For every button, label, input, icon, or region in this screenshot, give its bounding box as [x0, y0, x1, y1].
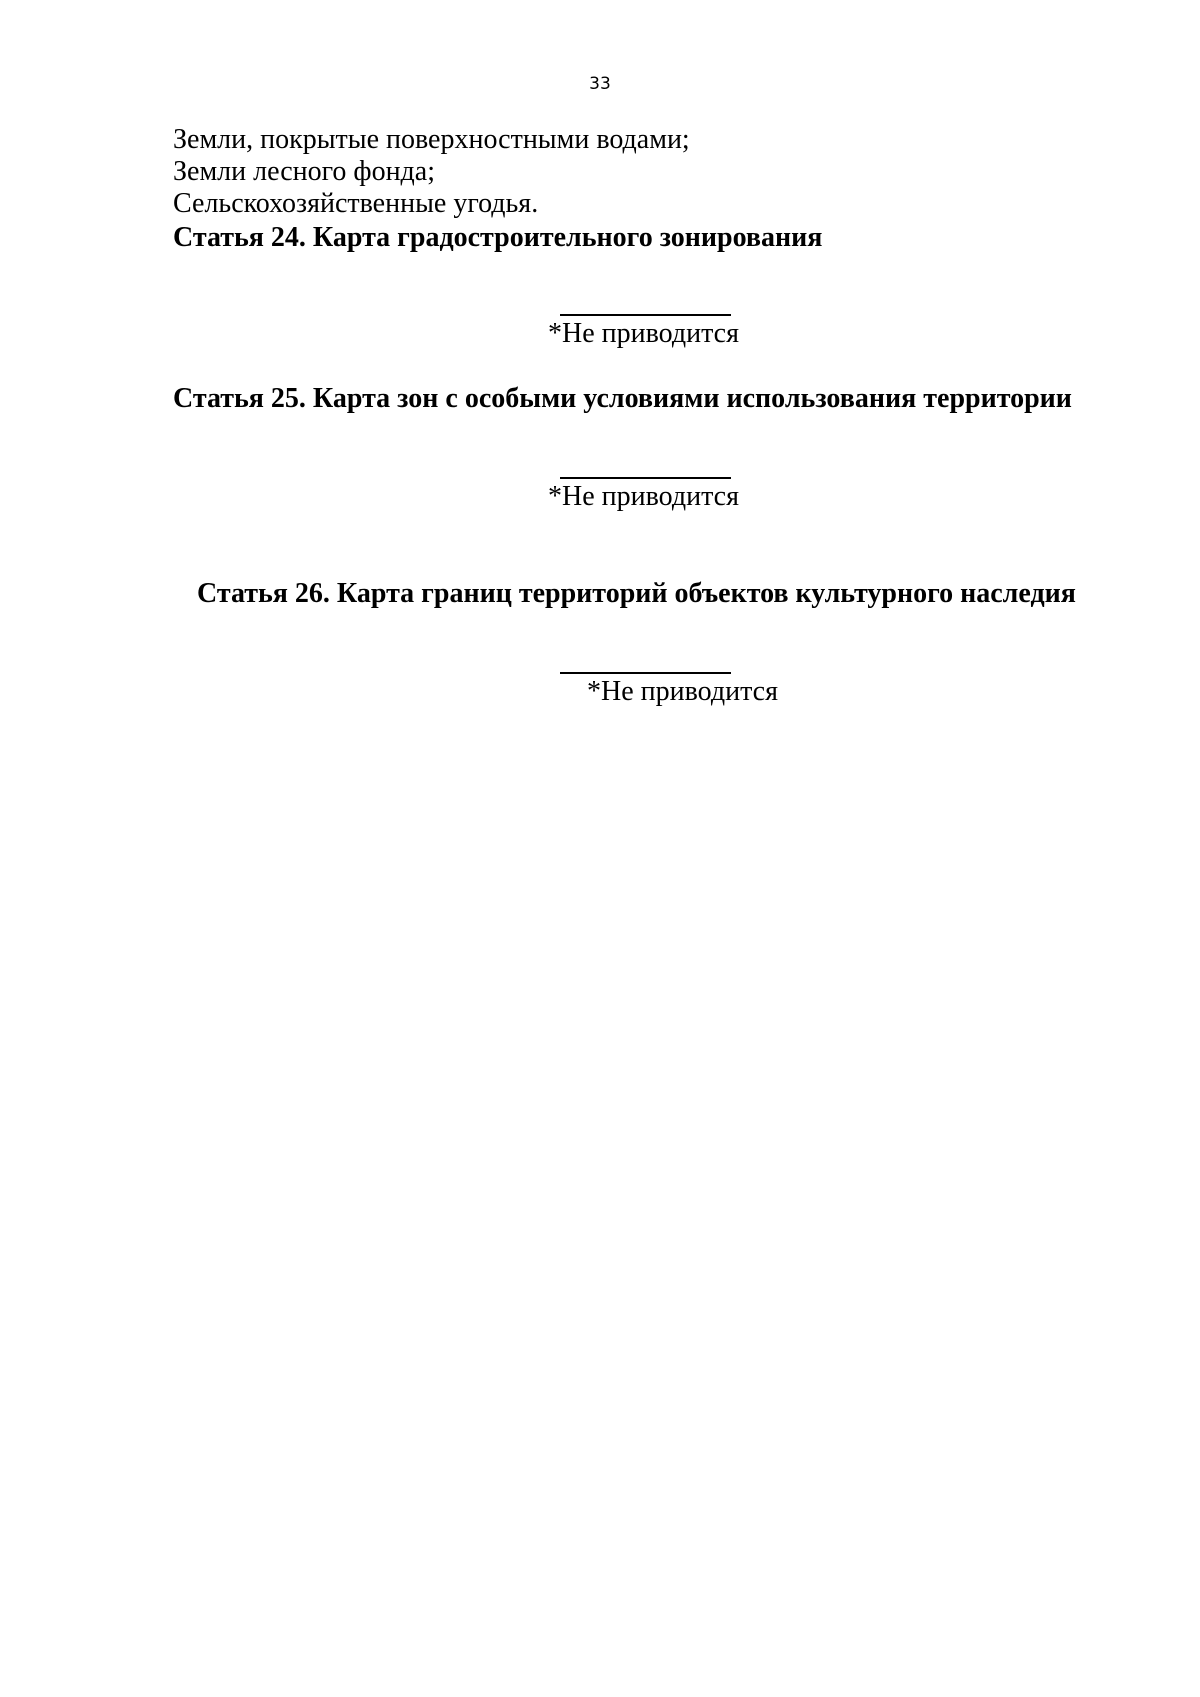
page-number: 33: [589, 74, 611, 94]
land-category-list: [173, 124, 690, 220]
article-26-note: *Не приводится: [587, 676, 778, 707]
article-24-note: *Не приводится: [548, 318, 739, 349]
article-26-heading: Статья 26. Карта границ территорий объектов культурного наследия: [197, 578, 1076, 609]
list-item: Земли лесного фонда;: [173, 156, 436, 187]
article-25-heading: Статья 25. Карта зон с особыми условиями использования территории: [173, 383, 1072, 414]
list-item: Сельскохозяйственные угодья.: [173, 188, 539, 219]
article-25-note: *Не приводится: [548, 481, 739, 512]
list-item: Земли, покрытые поверхностными водами;: [173, 124, 690, 155]
footnote-divider: [560, 314, 731, 316]
article-24-heading: Статья 24. Карта градостроительного зонирования: [173, 222, 823, 253]
footnote-divider: [560, 672, 731, 674]
footnote-divider: [560, 477, 731, 479]
